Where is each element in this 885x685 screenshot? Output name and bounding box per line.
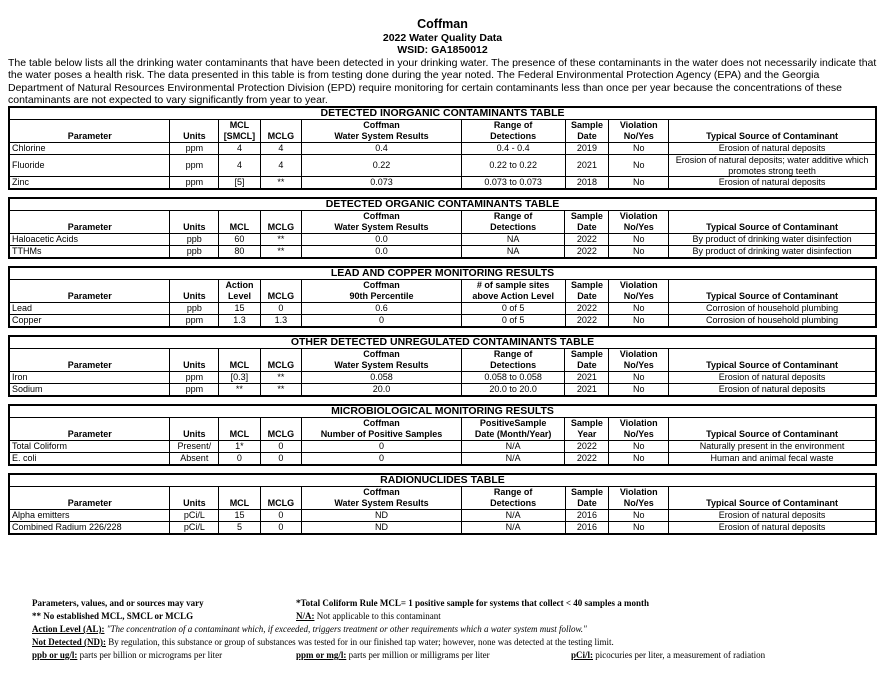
cell-parameter: E. coli [9,453,170,466]
lead-header-row [9,291,876,303]
cell-mcl: [5] [219,177,260,190]
cell-mclg: 0 [260,441,301,453]
header-results: 90th Percentile [302,291,462,303]
header-results: Water System Results [302,131,462,143]
footnote-na-text: Not applicable to this contaminant [314,611,441,621]
inorganic-table [8,106,877,190]
header-range: Range of [461,487,565,499]
table-row [9,522,876,535]
header-violation: No/Yes [609,429,669,441]
organic-table-title: DETECTED ORGANIC CONTAMINANTS TABLE [9,198,876,211]
header-parameter: Parameter [9,360,170,372]
cell-mcl: ** [219,384,260,397]
header-source: Typical Source of Contaminant [669,291,876,303]
header-results: Coffman [302,211,462,223]
header-units [170,211,219,223]
cell-units: ppb [170,246,219,259]
cell-date: 2021 [565,372,609,384]
cell-range: N/A [461,522,565,535]
header-mcl [219,487,260,499]
header-results: Water System Results [302,360,462,372]
header-units: Units [170,291,219,303]
cell-parameter: Sodium [9,384,170,397]
radio-table-title: RADIONUCLIDES TABLE [9,474,876,487]
cell-source: Erosion of natural deposits [669,384,876,397]
cell-results: 0.073 [302,177,462,190]
lead-table-title: LEAD AND COPPER MONITORING RESULTS [9,267,876,280]
radio-header-row [9,498,876,510]
lead-header-row [9,280,876,292]
header-date: Sample [565,120,609,132]
footnote-ppm-text: parts per million or milligrams per liter [346,650,490,660]
header-units: Units [170,360,219,372]
cell-date: 2021 [565,155,609,177]
cell-results: ND [302,510,462,522]
footnote-coliform-rule: *Total Coliform Rule MCL= 1 positive sample for systems that collect < 40 samples a month [296,598,649,608]
inorganic-header-row [9,120,876,132]
footnote-na [296,611,441,622]
header-date: Year [565,429,609,441]
header-mcl [219,211,260,223]
cell-source: Corrosion of household plumbing [669,303,876,315]
footnote-no-mcl: ** No established MCL, SMCL or MCLG [32,611,194,621]
header-units [170,120,219,132]
cell-parameter: Chlorine [9,143,170,155]
header-date: Date [565,222,609,234]
footnote-nd-text: By regulation, this substance or group of substances was tested for in our finished tap water; however, none was detected at the testing limit. [105,637,614,647]
cell-range: NA [461,234,565,246]
header-units: Units [170,222,219,234]
lead-table [8,266,877,328]
table-row [9,441,876,453]
header-source: Typical Source of Contaminant [669,131,876,143]
table-row [9,155,876,177]
cell-date: 2022 [565,246,609,259]
header-range: above Action Level [461,291,565,303]
header-mclg [260,120,301,132]
header-units: Units [170,498,219,510]
header-date: Sample [565,280,609,292]
inorganic-table-title: DETECTED INORGANIC CONTAMINANTS TABLE [9,107,876,120]
table-row [9,234,876,246]
header-mcl: Action [219,280,260,292]
cell-source: Erosion of natural deposits [669,510,876,522]
table-row [9,510,876,522]
header-parameter [9,349,170,361]
cell-parameter: Haloacetic Acids [9,234,170,246]
cell-violation: No [609,453,669,466]
cell-results: 0 [302,453,462,466]
header-range: Detections [461,498,565,510]
cell-violation: No [609,441,669,453]
header-violation: No/Yes [609,360,669,372]
cell-violation: No [609,522,669,535]
report-subtitle: 2022 Water Quality Data [382,32,503,44]
header-mcl: MCL [219,360,260,372]
cell-source: Erosion of natural deposits [669,177,876,190]
cell-units: pCi/L [170,510,219,522]
cell-mcl: 5 [219,522,260,535]
header-source [669,120,876,132]
header-results: Coffman [302,487,462,499]
footnote-ppb-label: ppb or ug/l: [32,650,78,660]
cell-mcl: 1.3 [219,315,260,328]
cell-results: 0.4 [302,143,462,155]
header-range: Range of [461,349,565,361]
footnote-al-label: Action Level (AL): [32,624,105,634]
header-results: Coffman [302,120,462,132]
cell-parameter: Zinc [9,177,170,190]
inorganic-header-row [9,131,876,143]
footnote-params-vary: Parameters, values, and or sources may vary [32,598,204,608]
cell-violation: No [609,510,669,522]
report-title: Coffman [417,17,468,31]
cell-date: 2018 [565,177,609,190]
micro-table-title: MICROBIOLOGICAL MONITORING RESULTS [9,405,876,418]
header-violation: Violation [609,120,669,132]
cell-parameter: Copper [9,315,170,328]
header-results: Water System Results [302,222,462,234]
cell-units: ppm [170,143,219,155]
contaminant-tables [0,106,885,535]
cell-range: 0.073 to 0.073 [461,177,565,190]
cell-source: Erosion of natural deposits [669,143,876,155]
header-parameter [9,211,170,223]
header-mclg [260,487,301,499]
header-parameter: Parameter [9,131,170,143]
cell-mclg: ** [260,372,301,384]
header-mclg [260,280,301,292]
header-parameter [9,418,170,430]
header-violation: Violation [609,418,669,430]
header-units [170,418,219,430]
header-units [170,280,219,292]
header-source: Typical Source of Contaminant [669,360,876,372]
header-range: Date (Month/Year) [461,429,565,441]
cell-violation: No [609,303,669,315]
table-row [9,384,876,397]
cell-violation: No [609,372,669,384]
cell-units: ppb [170,234,219,246]
header-mcl: [SMCL] [219,131,260,143]
cell-results: 20.0 [302,384,462,397]
cell-mcl: 15 [219,303,260,315]
header-source: Typical Source of Contaminant [669,498,876,510]
cell-violation: No [609,234,669,246]
cell-source: Erosion of natural deposits; water additive which promotes strong teeth [669,155,876,177]
cell-range: 0 of 5 [461,315,565,328]
cell-source: Erosion of natural deposits [669,372,876,384]
header-parameter: Parameter [9,498,170,510]
footnote-pci-text: picocuries per liter, a measurement of radiation [593,650,766,660]
footnote-pci-label: pCi/l: [571,650,594,660]
header-units: Units [170,131,219,143]
cell-mcl: 0 [219,453,260,466]
header-source [669,349,876,361]
cell-units: ppm [170,155,219,177]
cell-results: 0.0 [302,246,462,259]
cell-mclg: 0 [260,303,301,315]
cell-mclg: 4 [260,155,301,177]
header-units [170,487,219,499]
cell-results: ND [302,522,462,535]
header-mclg: MCLG [260,429,301,441]
header-violation: Violation [609,211,669,223]
footnote-al-text: "The concentration of a contaminant which, if exceeded, triggers treatment or other requirements which a water system must follow." [104,624,587,634]
header-units [170,349,219,361]
cell-mclg: ** [260,384,301,397]
header-mcl: MCL [219,222,260,234]
footnote-pci [571,650,765,661]
cell-date: 2016 [565,522,609,535]
cell-mclg: 0 [260,522,301,535]
cell-range: 0.22 to 0.22 [461,155,565,177]
header-results: Coffman [302,418,462,430]
table-row [9,453,876,466]
cell-results: 0.6 [302,303,462,315]
cell-date: 2022 [565,441,609,453]
organic-table [8,197,877,259]
cell-results: 0.058 [302,372,462,384]
cell-date: 2022 [565,453,609,466]
cell-source: By product of drinking water disinfection [669,246,876,259]
footnote-ppb-text: parts per billion or micrograms per liter [77,650,223,660]
header-source: Typical Source of Contaminant [669,429,876,441]
intro-paragraph: The table below lists all the drinking water contaminants that have been detected in your drinking water. The presence of these contaminants in the water does not necessarily indicate that the water poses a health risk. The data presented in this table is from testing done during the year noted. The Federal Environmental Protection Agency (EPA) and the Georgia Department of Natural Resources Environmental Protection Division (EPD) require monitoring for certain contaminants less than once per year because the concentrations of these contaminants are not expected to vary significantly from year to year. [8,57,877,106]
header-violation: No/Yes [609,222,669,234]
header-violation: Violation [609,280,669,292]
header-source [669,418,876,430]
report-wsid: WSID: GA1850012 [397,44,488,56]
header-mcl: Level [219,291,260,303]
header-date: Sample [565,418,609,430]
cell-parameter: Lead [9,303,170,315]
header-parameter: Parameter [9,222,170,234]
header-date: Date [565,291,609,303]
header-mclg [260,211,301,223]
cell-source: Erosion of natural deposits [669,522,876,535]
header-source [669,280,876,292]
cell-violation: No [609,143,669,155]
table-row [9,246,876,259]
cell-mclg: 0 [260,510,301,522]
cell-range: 0.058 to 0.058 [461,372,565,384]
cell-violation: No [609,155,669,177]
cell-mcl: 4 [219,143,260,155]
header-violation: No/Yes [609,131,669,143]
cell-violation: No [609,315,669,328]
header-source [669,211,876,223]
header-date: Date [565,498,609,510]
cell-results: 0 [302,441,462,453]
header-range: Range of [461,211,565,223]
header-parameter [9,487,170,499]
cell-units: ppm [170,384,219,397]
header-violation: No/Yes [609,498,669,510]
header-results: Number of Positive Samples [302,429,462,441]
table-row [9,303,876,315]
cell-units: ppm [170,315,219,328]
cell-results: 0.0 [302,234,462,246]
cell-parameter: TTHMs [9,246,170,259]
cell-mcl: [0.3] [219,372,260,384]
unregulated-table-title: OTHER DETECTED UNREGULATED CONTAMINANTS TABLE [9,336,876,349]
cell-violation: No [609,177,669,190]
cell-units: ppb [170,303,219,315]
footnote-ppb [32,650,222,661]
cell-mclg: ** [260,234,301,246]
header-violation: Violation [609,487,669,499]
footnote-ppm-label: ppm or mg/l: [296,650,347,660]
header-range: Detections [461,131,565,143]
micro-header-row [9,418,876,430]
footnote-action-level [32,624,587,635]
cell-source: Corrosion of household plumbing [669,315,876,328]
organic-header-row [9,222,876,234]
header-mclg: MCLG [260,222,301,234]
cell-mclg: 4 [260,143,301,155]
cell-date: 2021 [565,384,609,397]
cell-parameter: Combined Radium 226/228 [9,522,170,535]
header-mclg: MCLG [260,498,301,510]
header-mcl: MCL [219,429,260,441]
unregulated-table [8,335,877,397]
cell-mclg: ** [260,246,301,259]
cell-results: 0.22 [302,155,462,177]
table-row [9,143,876,155]
header-date: Sample [565,349,609,361]
cell-source: By product of drinking water disinfection [669,234,876,246]
cell-mcl: 60 [219,234,260,246]
unregulated-header-row [9,360,876,372]
cell-mclg: 0 [260,453,301,466]
header-mclg: MCLG [260,360,301,372]
cell-violation: No [609,246,669,259]
cell-units: ppm [170,177,219,190]
header-mcl: MCL [219,498,260,510]
cell-source: Naturally present in the environment [669,441,876,453]
unregulated-header-row [9,349,876,361]
micro-table [8,404,877,466]
footnote-not-detected [32,637,614,648]
cell-mcl: 80 [219,246,260,259]
cell-mcl: 1* [219,441,260,453]
header-date: Date [565,131,609,143]
header-results: Water System Results [302,498,462,510]
cell-results: 0 [302,315,462,328]
header-mclg [260,418,301,430]
header-range: Range of [461,120,565,132]
cell-mcl: 4 [219,155,260,177]
cell-units: pCi/L [170,522,219,535]
header-range: Detections [461,222,565,234]
header-units: Units [170,429,219,441]
header-date: Sample [565,211,609,223]
header-mcl: MCL [219,120,260,132]
cell-date: 2022 [565,315,609,328]
micro-header-row [9,429,876,441]
cell-date: 2022 [565,234,609,246]
cell-range: N/A [461,510,565,522]
footnote-nd-label: Not Detected (ND): [32,637,106,647]
radio-table [8,473,877,535]
cell-parameter: Fluoride [9,155,170,177]
header-date: Sample [565,487,609,499]
cell-mcl: 15 [219,510,260,522]
cell-mclg: 1.3 [260,315,301,328]
header-violation: No/Yes [609,291,669,303]
cell-range: N/A [461,441,565,453]
header-range: PositiveSample [461,418,565,430]
header-parameter [9,280,170,292]
cell-mclg: ** [260,177,301,190]
footnote-na-label: N/A: [296,611,315,621]
cell-date: 2019 [565,143,609,155]
table-row [9,315,876,328]
cell-units: Absent [170,453,219,466]
cell-parameter: Alpha emitters [9,510,170,522]
header-mclg [260,349,301,361]
header-range: # of sample sites [461,280,565,292]
header-violation: Violation [609,349,669,361]
cell-date: 2022 [565,303,609,315]
cell-parameter: Total Coliform [9,441,170,453]
header-source: Typical Source of Contaminant [669,222,876,234]
cell-source: Human and animal fecal waste [669,453,876,466]
header-results: Coffman [302,349,462,361]
header-date: Date [565,360,609,372]
cell-violation: No [609,384,669,397]
cell-range: 0 of 5 [461,303,565,315]
cell-range: N/A [461,453,565,466]
header-mclg: MCLG [260,131,301,143]
table-row [9,372,876,384]
header-mcl [219,418,260,430]
cell-range: 20.0 to 20.0 [461,384,565,397]
header-parameter: Parameter [9,291,170,303]
radio-header-row [9,487,876,499]
cell-units: ppm [170,372,219,384]
header-parameter [9,120,170,132]
header-results: Coffman [302,280,462,292]
cell-units: Present/ [170,441,219,453]
table-row [9,177,876,190]
organic-header-row [9,211,876,223]
header-range: Detections [461,360,565,372]
footnote-ppm [296,650,490,661]
header-source [669,487,876,499]
header-mclg: MCLG [260,291,301,303]
header-parameter: Parameter [9,429,170,441]
cell-range: NA [461,246,565,259]
header-mcl [219,349,260,361]
cell-date: 2016 [565,510,609,522]
cell-range: 0.4 - 0.4 [461,143,565,155]
cell-parameter: Iron [9,372,170,384]
